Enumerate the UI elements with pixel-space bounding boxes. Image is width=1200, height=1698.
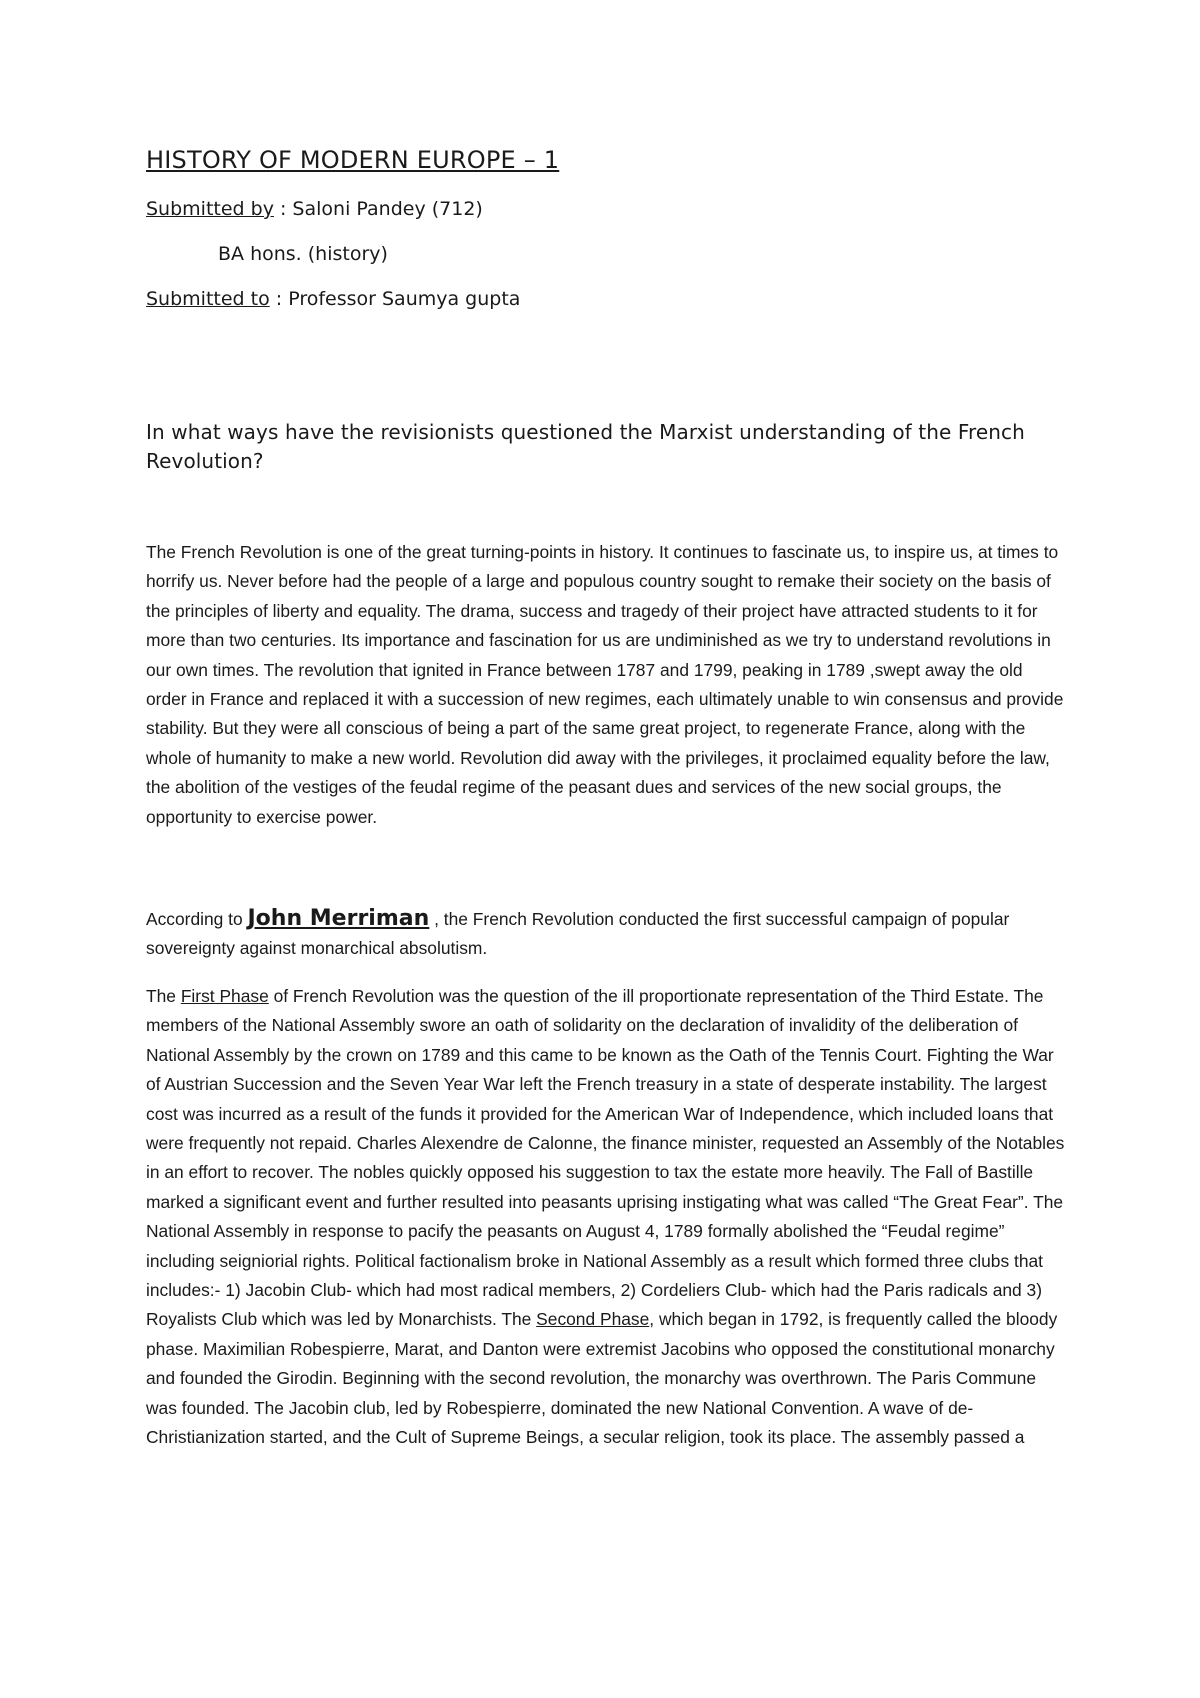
essay-question: In what ways have the revisionists questioned the Marxist understanding of the French Revolution? <box>146 420 1025 473</box>
paragraph-phases-prefix: The <box>146 986 181 1006</box>
submitted-by-value: : Saloni Pandey (712) <box>273 198 483 220</box>
paragraph-phases-middle: of French Revolution was the question of the ill proportionate representation of the Third Estate. The members of the National Assembly swore an oath of solidarity on the declaration of invalidity of the deliberation of National Assembly by the crown on 1789 and this came to be known as the Oath of the Tennis Court. Fighting the War of Austrian Succession and the Seven Year War left the French treasury in a state of desperate instability. The largest cost was incurred as a result of the funds it provided for the American War of Independence, which included loans that were frequently not repaid. Charles Alexendre de Calonne, the finance minister, requested an Assembly of the Notables in an effort to recover. The nobles quickly opposed his suggestion to tax the estate more heavily. The Fall of Bastille marked a significant event and further resulted into peasants uprising instigating what was called “The Great Fear”. The National Assembly in response to pacify the peasants on August 4, 1789 formally abolished the “Feudal regime” including seigniorial rights. Political factionalism broke in National Assembly as a result which formed three clubs that includes:- 1) Jacobin Club- which had most radical members, 2) Cordeliers Club- which had the Paris radicals and 3) Royalists Club which was led by Monarchists. The <box>146 986 1065 1330</box>
submitted-by-label: Submitted by <box>146 198 274 220</box>
paragraph-merriman-prefix: According to <box>146 909 248 929</box>
paragraph-merriman <box>146 904 1066 964</box>
paragraph-phases <box>146 982 1066 1453</box>
course-line: BA hons. (history) <box>218 243 388 265</box>
paragraph-intro: The French Revolution is one of the great turning-points in history. It continues to fascinate us, to inspire us, at times to horrify us. Never before had the people of a large and populous country sought to remake their society on the basis of the principles of liberty and equality. The drama, success and tragedy of their project have attracted students to it for more than two centuries. Its importance and fascination for us are undiminished as we try to understand revolutions in our own times. The revolution that ignited in France between 1787 and 1799, peaking in 1789 ,swept away the old order in France and replaced it with a succession of new regimes, each ultimately unable to win consensus and provide stability. But they were all conscious of being a part of the same great project, to regenerate France, along with the whole of humanity to make a new world. Revolution did away with the privileges, it proclaimed equality before the law, the abolition of the vestiges of the feudal regime of the peasant dues and services of the new social groups, the opportunity to exercise power. <box>146 542 1064 827</box>
submitted-to-label: Submitted to <box>146 288 270 310</box>
first-phase-label: First Phase <box>180 986 269 1006</box>
second-phase-label: Second Phase <box>536 1309 650 1330</box>
submitted-to-line <box>146 288 520 310</box>
submitted-to-value: : Professor Saumya gupta <box>269 288 521 310</box>
document-title: HISTORY OF MODERN EUROPE – 1 <box>146 146 560 174</box>
paragraph-merriman-suffix: , the French Revolution conducted the first successful campaign of popular sovereignty against monarchical absolutism. <box>146 909 1010 959</box>
john-merriman-name: John Merriman <box>247 906 430 931</box>
paragraph-phases-suffix: , which began in 1792, is frequently called the bloody phase. Maximilian Robespierre, Marat, and Danton were extremist Jacobins who opposed the constitutional monarchy and founded the Girodin. Beginning with the second revolution, the monarchy was overthrown. The Paris Commune was founded. The Jacobin club, led by Robespierre, dominated the new National Convention. A wave of de-Christianization started, and the Cult of Supreme Beings, a secular religion, took its place. The assembly passed a <box>146 1309 1058 1448</box>
submitted-by-line <box>146 198 483 220</box>
